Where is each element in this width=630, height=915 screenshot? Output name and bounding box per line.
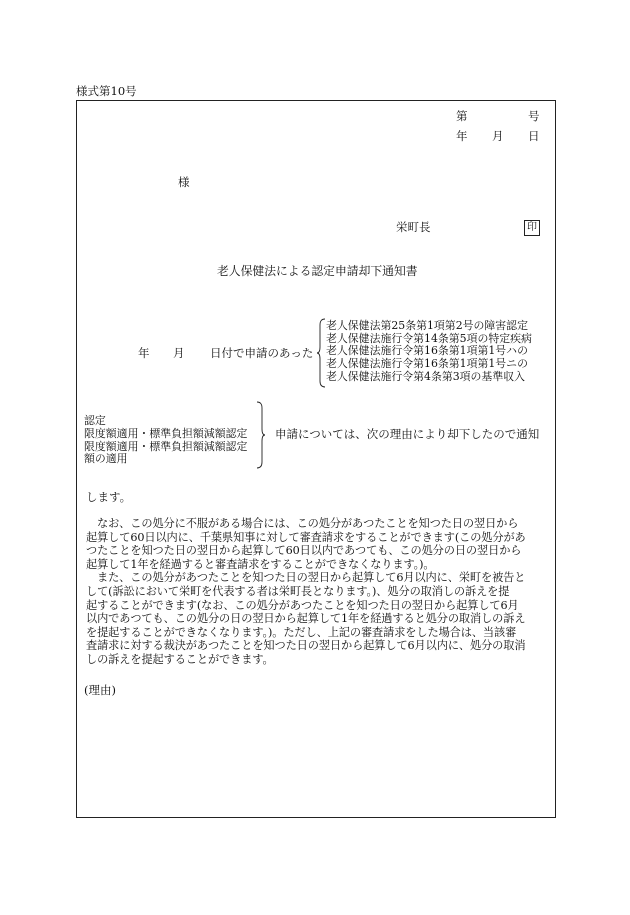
application-text: 日付で申請のあった bbox=[210, 346, 314, 360]
number-suffix: 号 bbox=[528, 109, 540, 123]
certification-type: 老人保健法施行令第14条第5項の特定疾病 bbox=[326, 331, 532, 345]
suffix-brace bbox=[257, 402, 267, 468]
rejection-continuation: します。 bbox=[86, 490, 132, 504]
notice-line: なお、この処分に不服がある場合には、この処分があつたことを知つた日の翌日から bbox=[97, 517, 519, 530]
sender-title: 栄町長 bbox=[396, 220, 431, 234]
certification-type: 老人保健法施行令第16条第1項第1号ハの bbox=[326, 344, 528, 358]
certification-type: 老人保健法第25条第1項第2号の障害認定 bbox=[326, 319, 528, 332]
application-year: 年 bbox=[138, 346, 150, 360]
certification-suffix: 額の適用 bbox=[84, 452, 128, 466]
notice-line: しの訴えを提起することができます。 bbox=[86, 652, 274, 666]
date-year: 年 bbox=[456, 129, 468, 143]
certification-type: 老人保健法施行令第16条第1項第1号ニの bbox=[326, 357, 528, 371]
notice-line: 起算して60日以内に、千葉県知事に対して審査請求をすることができます(この処分があ bbox=[86, 530, 526, 544]
notice-line: 起算して1年を経過すると審査請求をすることができなくなります。)。 bbox=[86, 557, 435, 571]
certification-suffix-list bbox=[84, 415, 247, 466]
certification-suffix: 限度額適用・標準負担額減額認定 bbox=[84, 426, 248, 440]
notice-line: 以内であつても、この処分の日の翌日から起算して1年を経過すると処分の取消しの訴え bbox=[86, 612, 526, 626]
notice-line: して(訴訟において栄町を代表する者は栄町長となります。)、処分の取消しの訴えを提 bbox=[86, 584, 510, 598]
application-month: 月 bbox=[173, 346, 185, 360]
seal-mark: 印 bbox=[524, 220, 540, 236]
certification-type: 老人保健法施行令第4条第3項の基準収入 bbox=[326, 369, 526, 383]
document-title: 老人保健法による認定申請却下通知書 bbox=[217, 264, 418, 278]
notice-line: つたことを知つた日の翌日から起算して60日以内であつても、この処分の日の翌日から bbox=[86, 544, 522, 558]
date-day: 日 bbox=[528, 129, 540, 143]
reason-label: (理由) bbox=[84, 683, 116, 697]
date-month: 月 bbox=[492, 129, 504, 143]
certification-suffix: 限度額適用・標準負担額減額認定 bbox=[84, 439, 248, 453]
notice-line: 起することができます(なお、この処分があつたことを知つた日の翌日から起算して6月 bbox=[86, 598, 519, 612]
rejection-text: 申請については、次の理由により却下したので通知 bbox=[275, 427, 540, 441]
addressee-honorific: 様 bbox=[178, 175, 190, 189]
number-prefix: 第 bbox=[456, 109, 468, 123]
notice-line: また、この処分があつたことを知つた日の翌日から起算して6月以内に、栄町を被告と bbox=[97, 571, 526, 585]
notice-line: 査請求に対する裁決があつたことを知つた日の翌日から起算して6月以内に、処分の取消 bbox=[86, 639, 526, 653]
form-number: 様式第10号 bbox=[76, 84, 137, 98]
certification-suffix: 認定 bbox=[84, 414, 106, 427]
appeal-notice-paragraph bbox=[86, 517, 552, 667]
certification-type-list bbox=[326, 320, 532, 384]
notice-line: を提起することができなくなります。)。ただし、上記の審査請求をした場合は、当該審 bbox=[86, 625, 517, 639]
